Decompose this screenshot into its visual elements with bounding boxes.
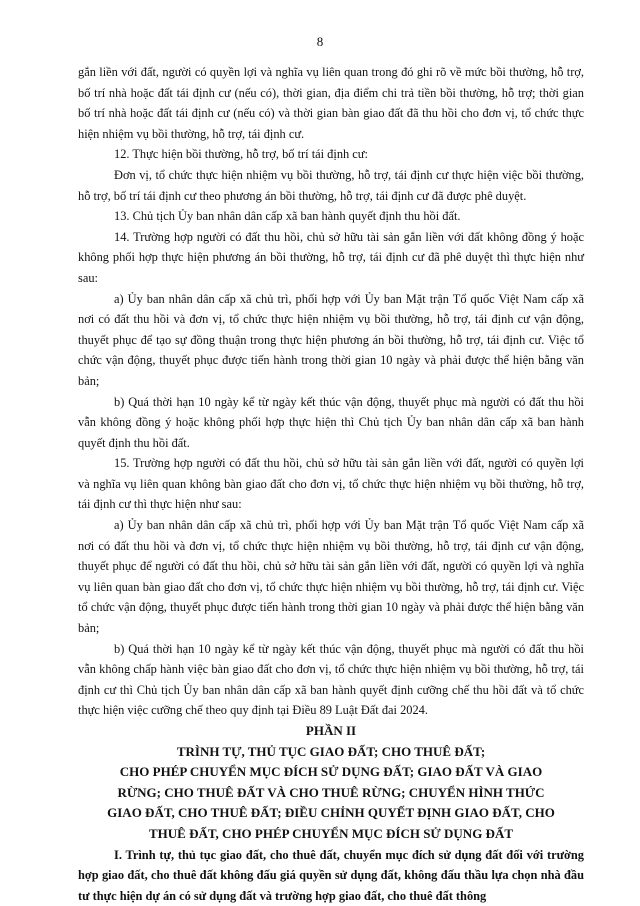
paragraph: b) Quá thời hạn 10 ngày kể từ ngày kết thúc vận động, thuyết phục mà người có đất thu hồi vẫn không đồng ý hoặc không phối hợp thực hiện thì Chủ tịch Ủy ban nhân dân cấp xã ban hành quyết định thu hồi đất.: [78, 394, 584, 450]
paragraph: gắn liền với đất, người có quyền lợi và nghĩa vụ liên quan trong đó ghi rõ về mức bồi thường, hỗ trợ, bố trí nhà hoặc đất tái định cư (nếu có), thời gian, địa điểm chi trả tiền bồi thường, hỗ trợ; thời gian bố trí nhà hoặc đất tái định cư (nếu có) và thời gian bàn giao đất đã thu hồi cho đơn vị, tổ chức thực hiện nhiệm vụ bồi thường, hỗ trợ, tái định cư.: [78, 65, 584, 141]
part-heading: PHẦN II: [305, 723, 357, 738]
paragraph: 12. Thực hiện bồi thường, hỗ trợ, bố trí tái định cư:: [114, 147, 368, 162]
part-title-line: GIAO ĐẤT, CHO THUÊ ĐẤT; ĐIỀU CHỈNH QUYẾT ĐỊNH GIAO ĐẤT, CHO: [107, 805, 555, 821]
subsection-title: I. Trình tự, thủ tục giao đất, cho thuê đất, chuyển mục đích sử dụng đất đối với trường hợp giao đất, cho thuê đất không đấu giá quyền sử dụng đất, không đấu thầu lựa chọn nhà đầu tư thực hiện dự án có sử dụng đất và trường hợp giao đất, cho thuê đất thông: [78, 847, 584, 903]
paragraph: a) Ủy ban nhân dân cấp xã chủ trì, phối hợp với Ủy ban Mặt trận Tổ quốc Việt Nam cấp xã nơi có đất thu hồi và đơn vị, tổ chức thực hiện nhiệm vụ bồi thường, hỗ trợ, tái định cư vận động, thuyết phục để người có đất thu hồi, chủ sở hữu tài sản gắn liền với đất, người có quyền lợi và nghĩa vụ liên quan bàn giao đất cho đơn vị, tổ chức thực hiện nhiệm vụ bồi thường, hỗ trợ, tái định cư. Việc tổ chức vận động, thuyết phục được tiến hành trong thời gian 10 ngày và phải được thể hiện bằng văn bản;: [78, 518, 584, 636]
page-number: 8: [316, 34, 324, 49]
paragraph: Đơn vị, tổ chức thực hiện nhiệm vụ bồi thường, hỗ trợ, tái định cư thực hiện việc bồi thường, hỗ trợ, bố trí tái định cư theo phương án bồi thường, hỗ trợ, tái định cư đã được phê duyệt.: [78, 167, 584, 203]
part-title-line: CHO PHÉP CHUYỂN MỤC ĐÍCH SỬ DỤNG ĐẤT; GIAO ĐẤT VÀ GIAO: [119, 764, 543, 780]
paragraph: 13. Chủ tịch Ủy ban nhân dân cấp xã ban hành quyết định thu hồi đất.: [114, 209, 461, 224]
part-title-line: RỪNG; CHO THUÊ ĐẤT VÀ CHO THUÊ RỪNG; CHUYỂN HÌNH THỨC: [117, 784, 545, 800]
paragraph: 14. Trường hợp người có đất thu hồi, chủ sở hữu tài sản gắn liền với đất không đồng ý hoặc không phối hợp thực hiện phương án bồi thường, hỗ trợ, tái định cư đã phê duyệt thì thực hiện như sau:: [78, 229, 584, 285]
paragraph: a) Ủy ban nhân dân cấp xã chủ trì, phối hợp với Ủy ban Mặt trận Tổ quốc Việt Nam cấp xã nơi có đất thu hồi và đơn vị, tổ chức thực hiện nhiệm vụ bồi thường, hỗ trợ, tái định cư vận động, thuyết phục để tạo sự đồng thuận trong thực hiện phương án bồi thường, hỗ trợ, tái định cư. Việc tổ chức vận động, thuyết phục được tiến hành trong thời gian 10 ngày và phải được thể hiện bằng văn bản;: [78, 291, 584, 388]
paragraph: b) Quá thời hạn 10 ngày kể từ ngày kết thúc vận động, thuyết phục mà người có đất thu hồi vẫn không chấp hành việc bàn giao đất cho đơn vị, tổ chức thực hiện nhiệm vụ bồi thường, hỗ trợ, tái định cư thì Chủ tịch Ủy ban nhân dân cấp xã ban hành quyết định cưỡng chế thu hồi đất và tổ chức thực hiện việc cưỡng chế theo quy định tại Điều 89 Luật Đất đai 2024.: [78, 641, 584, 718]
document-body: [78, 62, 584, 906]
part-title-line: TRÌNH TỰ, THỦ TỤC GIAO ĐẤT; CHO THUÊ ĐẤT;: [176, 743, 486, 759]
paragraph: 15. Trường hợp người có đất thu hồi, chủ sở hữu tài sản gắn liền với đất, người có quyền lợi và nghĩa vụ liên quan không bàn giao đất cho đơn vị, tổ chức thực hiện nhiệm vụ bồi thường, hỗ trợ, tái định cư thì thực hiện như sau:: [78, 456, 584, 512]
part-title-line: THUÊ ĐẤT, CHO PHÉP CHUYỂN MỤC ĐÍCH SỬ DỤNG ĐẤT: [148, 825, 513, 841]
